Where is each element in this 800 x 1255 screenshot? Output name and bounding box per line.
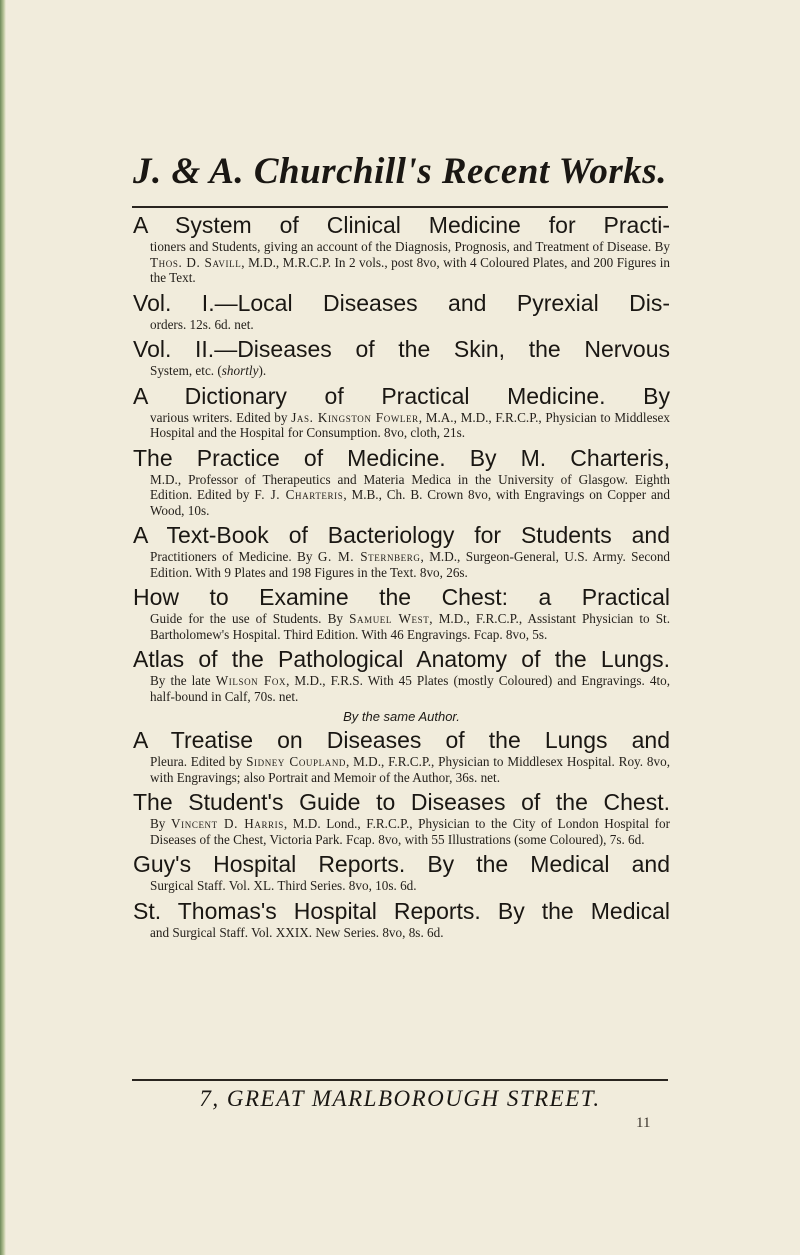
listing-entry <box>133 336 670 379</box>
entry-title: The Student's Guide to Diseases of the Chest. <box>133 789 670 815</box>
footer-rule <box>132 1079 668 1081</box>
listing-entry <box>133 898 670 941</box>
entry-title: Guy's Hospital Reports. By the Medical and <box>133 851 670 877</box>
book-listing <box>133 212 670 944</box>
same-author-note: By the same Author. <box>343 709 460 724</box>
entry-title: St. Thomas's Hospital Reports. By the Medical <box>133 897 670 924</box>
listing-entry <box>133 445 670 519</box>
page-header: J. & A. Churchill's Recent Works. <box>133 151 667 192</box>
entry-title: Vol. I.—Local Diseases and Pyrexial Dis- <box>133 289 670 316</box>
listing-entry <box>133 383 670 441</box>
entry-description: Pleura. Edited by Sidney Coupland, M.D., F.R.C.P., Physician to Middlesex Hospital. Roy. 8vo, with Engravings; also Portrait and Memoir of the Author, 36s. net. <box>150 754 670 785</box>
listing-entry <box>133 789 670 847</box>
entry-description: Practitioners of Medicine. By G. M. Sternberg, M.D., Surgeon-General, U.S. Army. Second Edition. With 9 Plates and 198 Figures in the Text. 8vo, 26s. <box>150 549 671 580</box>
listing-entry <box>133 851 670 894</box>
entry-description: By Vincent D. Harris, M.D. Lond., F.R.C.P., Physician to the City of London Hospital for Diseases of the Chest, Victoria Park. Fcap. 8vo, with 55 Illustrations (some Coloured), 7s. 6d. <box>150 816 670 847</box>
header-rule <box>132 206 668 208</box>
entry-title: A Text-Book of Bacteriology for Students and <box>133 522 670 548</box>
listing-entry <box>133 522 670 580</box>
entry-description: Surgical Staff. Vol. XL. Third Series. 8vo, 10s. 6d. <box>150 878 417 893</box>
publisher-address: 7, GREAT MARLBOROUGH STREET. <box>199 1086 601 1111</box>
entry-description: Guide for the use of Students. By Samuel West, M.D., F.R.C.P., Assistant Physician to St. Bartholomew's Hospital. Third Edition. With 46 Engravings. Fcap. 8vo, 5s. <box>150 611 670 642</box>
author-name: F. J. Charteris <box>254 487 344 502</box>
listing-entry <box>133 646 670 704</box>
listing-entry <box>133 212 670 286</box>
entry-title: A Treatise on Diseases of the Lungs and <box>133 727 670 753</box>
entry-title: Vol. II.—Diseases of the Skin, the Nervous <box>133 336 670 362</box>
page-number: 11 <box>636 1115 651 1131</box>
entry-description: various writers. Edited by Jas. Kingston Fowler, M.A., M.D., F.R.C.P., Physician to Middlesex Hospital and the Hospital for Consumption. 8vo, cloth, 21s. <box>150 409 670 440</box>
author-name: Jas. Kingston Fowler <box>291 409 419 425</box>
entry-description: By the late Wilson Fox, M.D., F.R.S. With 45 Plates (mostly Coloured) and Engravings. 4to, half-bound in Calf, 70s. net. <box>150 673 670 704</box>
entry-description: tioners and Students, giving an account of the Diagnosis, Prognosis, and Treatment of Disease. By Thos. D. Savill, M.D., M.R.C.P. In 2 vols., post 8vo, with 4 Coloured Plates, and 200 Figures in the Text. <box>150 239 671 285</box>
listing-entry <box>133 584 670 642</box>
entry-description: orders. 12s. 6d. net. <box>150 316 254 332</box>
author-name: Sidney Coupland <box>246 754 347 769</box>
entry-description: System, etc. (shortly). <box>150 363 267 378</box>
entry-description: and Surgical Staff. Vol. XXIX. New Series. 8vo, 8s. 6d. <box>150 924 444 940</box>
author-name: Samuel West <box>349 611 430 626</box>
entry-description: M.D., Professor of Therapeutics and Materia Medica in the University of Glasgow. Eighth Edition. Edited by F. J. Charteris, M.B., Ch. B. Crown 8vo, with Engravings on Copper and Wood, 10s. <box>150 471 670 518</box>
entry-title: A Dictionary of Practical Medicine. By <box>133 382 670 409</box>
author-name: G. M. Sternberg <box>317 549 421 564</box>
author-name: Wilson Fox <box>215 673 287 688</box>
entry-title: A System of Clinical Medicine for Practi- <box>133 212 670 238</box>
entry-title: Atlas of the Pathological Anatomy of the Lungs. <box>133 646 670 672</box>
author-name: Thos. D. Savill <box>150 254 242 270</box>
author-name: Vincent D. Harris <box>171 816 284 831</box>
listing-entry <box>133 290 670 333</box>
entry-title: The Practice of Medicine. By M. Charteris, <box>133 444 670 471</box>
entry-title: How to Examine the Chest: a Practical <box>133 584 670 610</box>
listing-entry <box>133 727 670 785</box>
